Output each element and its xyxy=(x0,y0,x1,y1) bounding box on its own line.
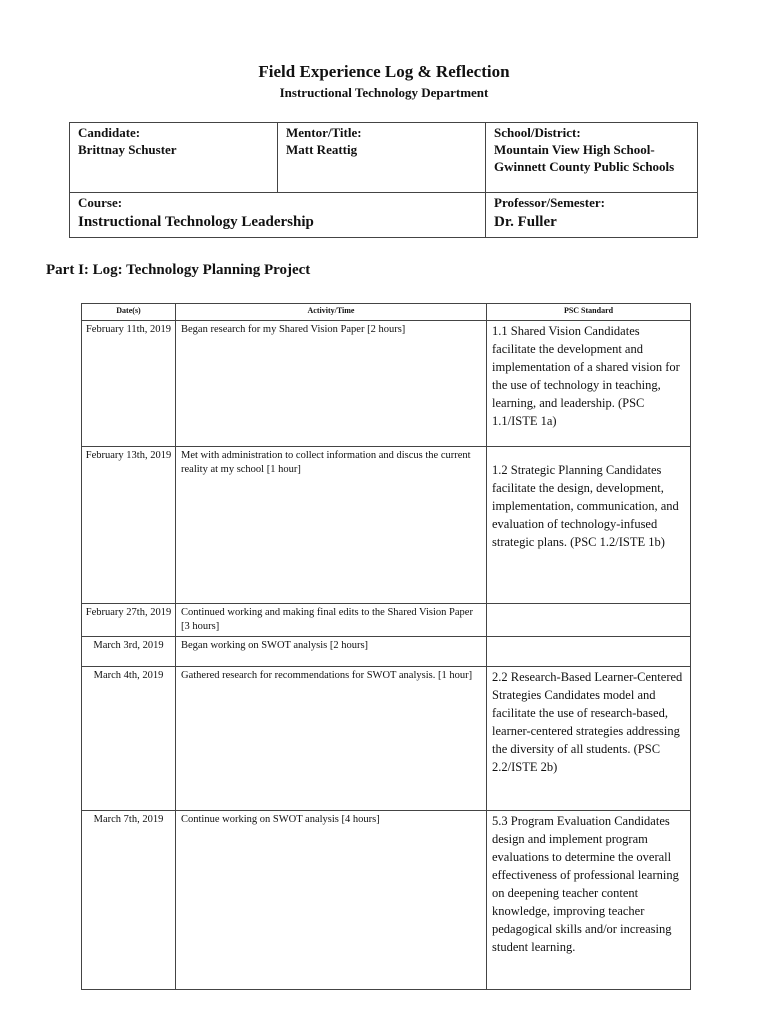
professor-label: Professor/Semester: xyxy=(494,195,605,210)
row-activity: Began research for my Shared Vision Paper [2 hours] xyxy=(176,321,487,447)
mentor-label: Mentor/Title: xyxy=(286,125,362,140)
course-cell xyxy=(70,193,486,238)
document-title: Field Experience Log & Reflection xyxy=(258,62,510,81)
candidate-label: Candidate: xyxy=(78,125,141,140)
professor-value: Dr. Fuller xyxy=(494,214,557,230)
row-standard: 1.2 Strategic Planning Candidates facilitate the design, development, implementation, communication, and evaluation of technology-infused strategic plans. (PSC 1.2/ISTE 1b) xyxy=(487,447,691,604)
row-standard: 1.1 Shared Vision Candidates facilitate the development and implementation of a shared vision for the use of technology in teaching, learning, and leadership. (PSC 1.1/ISTE 1a) xyxy=(487,321,691,447)
mentor-cell xyxy=(278,123,486,193)
row-date: February 27th, 2019 xyxy=(82,604,176,637)
course-value: Instructional Technology Leadership xyxy=(78,214,314,230)
table-row xyxy=(82,604,691,637)
row-date: March 7th, 2019 xyxy=(82,811,176,990)
column-header-activity: Activity/Time xyxy=(176,304,487,321)
course-label: Course: xyxy=(78,195,123,210)
table-row xyxy=(82,447,691,604)
row-standard: 5.3 Program Evaluation Candidates design and implement program evaluations to determine the overall effectiveness of professional learning on deepening teacher content knowledge, improving teacher pedagogical skills and/or increasing student learning. xyxy=(487,811,691,990)
row-date: February 11th, 2019 xyxy=(82,321,176,447)
school-label: School/District: xyxy=(494,125,581,140)
row-standard xyxy=(487,604,691,637)
table-row xyxy=(82,321,691,447)
school-cell xyxy=(486,123,698,193)
row-date: March 3rd, 2019 xyxy=(82,637,176,667)
row-standard xyxy=(487,637,691,667)
column-header-standard: PSC Standard xyxy=(487,304,691,321)
table-row xyxy=(82,811,691,990)
row-date: February 13th, 2019 xyxy=(82,447,176,604)
candidate-cell xyxy=(70,123,278,193)
table-row xyxy=(82,637,691,667)
table-row xyxy=(82,667,691,811)
row-date: March 4th, 2019 xyxy=(82,667,176,811)
mentor-value: Matt Reattig xyxy=(286,142,358,157)
row-standard: 2.2 Research-Based Learner-Centered Strategies Candidates model and facilitate the use of research-based, learner-centered strategies addressing the diversity of all students. (PSC 2.2/ISTE 2b) xyxy=(487,667,691,811)
row-activity: Began working on SWOT analysis [2 hours] xyxy=(176,637,487,667)
school-value: Mountain View High School-Gwinnett County Public Schools xyxy=(494,142,675,174)
candidate-value: Brittnay Schuster xyxy=(78,142,177,157)
row-activity: Met with administration to collect information and discus the current reality at my school [1 hour] xyxy=(176,447,487,604)
document-subtitle: Instructional Technology Department xyxy=(279,85,489,100)
column-header-dates: Date(s) xyxy=(82,304,176,321)
row-activity: Gathered research for recommendations for SWOT analysis. [1 hour] xyxy=(176,667,487,811)
info-table xyxy=(69,122,698,238)
professor-cell xyxy=(486,193,698,238)
log-table xyxy=(81,303,691,990)
part-heading: Part I: Log: Technology Planning Project xyxy=(46,262,311,278)
row-activity: Continue working on SWOT analysis [4 hours] xyxy=(176,811,487,990)
row-activity: Continued working and making final edits to the Shared Vision Paper [3 hours] xyxy=(176,604,487,637)
